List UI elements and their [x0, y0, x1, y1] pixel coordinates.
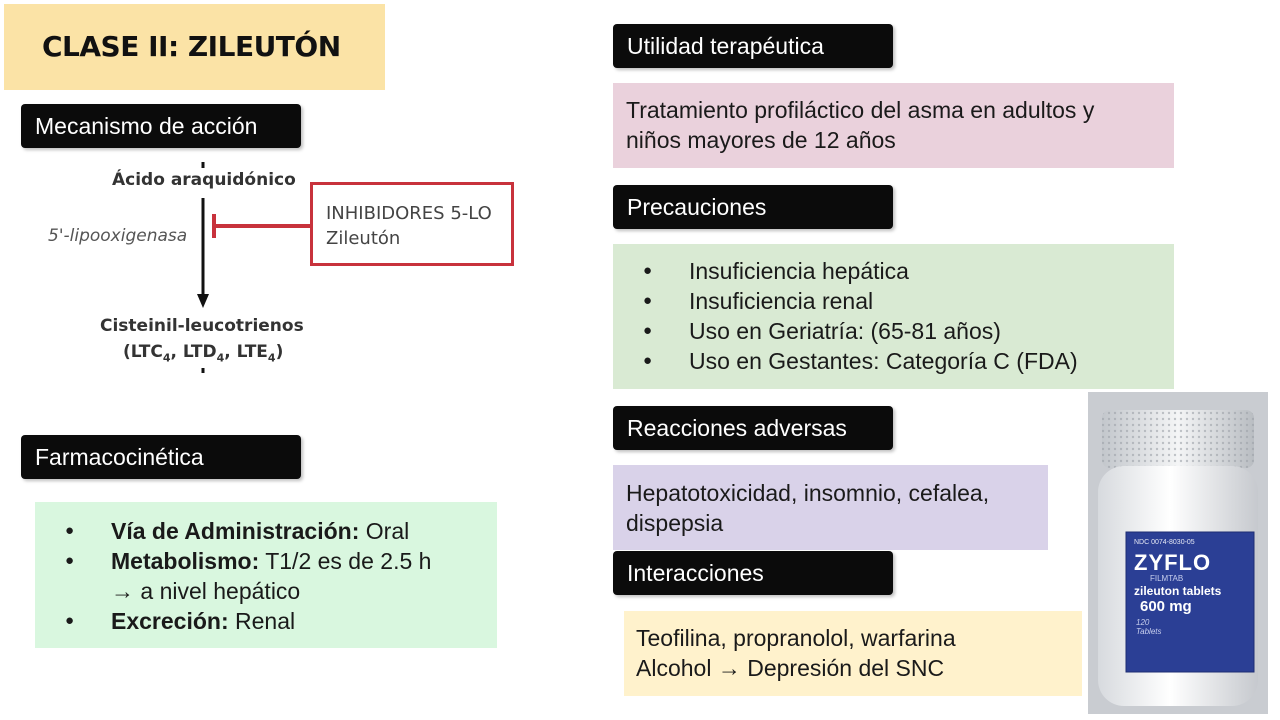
therapeutic-use-line2: niños mayores de 12 años [626, 127, 896, 153]
lte-text: , LTE [224, 342, 268, 362]
therapeutic-use-header [613, 24, 893, 68]
enzyme-label: 5'-lipooxigenasa [48, 226, 188, 246]
bottle-sub: FILMTAB [1150, 574, 1184, 583]
list-item-continuation [35, 576, 497, 606]
pk-item-value: Renal [228, 608, 296, 634]
pk-item-value: T1/2 es de 2.5 h [259, 548, 432, 574]
precautions-list [613, 256, 1174, 376]
mechanism-header-label: Mecanismo de acción [35, 112, 258, 139]
list-item [35, 606, 497, 636]
lte-sub: 4 [267, 351, 276, 365]
bottle-ndc: NDC 0074-8030-05 [1134, 539, 1195, 546]
therapeutic-use-card [613, 83, 1174, 168]
bottle-count: 120 [1136, 618, 1150, 627]
adverse-reactions-header [613, 406, 893, 450]
list-item: ● Insuficiencia renal [613, 286, 1174, 316]
list-item: ● Insuficiencia hepática [613, 256, 1174, 286]
bottle-brand: ZYFLO [1134, 550, 1212, 575]
bottle-count-unit: Tablets [1136, 627, 1162, 636]
adverse-reactions-header-label: Reacciones adversas [627, 414, 847, 441]
ltd-text: , LTD [170, 342, 217, 362]
mechanism-header [21, 104, 301, 148]
interactions-line2: Alcohol → Depresión del SNC [636, 655, 945, 681]
slide-title: CLASE II: ZILEUTÓN [42, 30, 341, 63]
adverse-reactions-line2: dispepsia [626, 510, 724, 536]
list-item [35, 546, 497, 576]
therapeutic-use-line1: Tratamiento profiláctico del asma en adultos y [626, 97, 1095, 123]
ltc-text: (LTC [123, 342, 163, 362]
precautions-card [613, 244, 1174, 389]
list-close: ) [275, 342, 284, 362]
pk-item-label: Excreción: [111, 608, 229, 634]
pharmacokinetics-header-label: Farmacocinética [35, 443, 204, 470]
mechanism-diagram [30, 158, 530, 378]
pharmacokinetics-list [35, 516, 497, 636]
zyflo-bottle-photo [1088, 392, 1268, 714]
arachidonic-acid-label: Ácido araquidónico [112, 170, 296, 190]
list-item: ● Uso en Gestantes: Categoría C (FDA) [613, 346, 1174, 376]
bottle-generic: zileuton tablets [1134, 584, 1222, 598]
inhibitor-line1: INHIBIDORES 5-LO [326, 203, 492, 224]
leukotriene-list [123, 342, 283, 364]
list-item: ● Uso en Geriatría: (65-81 años) [613, 316, 1174, 346]
pk-item-continuation: → a nivel hepático [111, 578, 301, 604]
therapeutic-use-header-label: Utilidad terapéutica [627, 32, 824, 59]
interactions-card [624, 611, 1082, 696]
interactions-line1: Teofilina, propranolol, warfarina [636, 625, 956, 651]
ltd-sub: 4 [216, 351, 225, 365]
pharmacokinetics-card [35, 502, 497, 648]
inhibitor-box [310, 182, 514, 266]
inhibitor-line2: Zileutón [326, 228, 401, 249]
precautions-header-label: Precauciones [627, 193, 767, 220]
pharmacokinetics-header [21, 435, 301, 479]
bottle-dose: 600 mg [1140, 598, 1192, 615]
leukotriene-label: Cisteinil-leucotrienos [100, 316, 304, 336]
adverse-reactions-line1: Hepatotoxicidad, insomnio, cefalea, [626, 480, 990, 506]
adverse-reactions-card [613, 465, 1048, 550]
pk-item-label: Vía de Administración: [111, 518, 360, 544]
pk-item-label: Metabolismo: [111, 548, 260, 574]
pk-item-value: Oral [359, 518, 410, 544]
precautions-header [613, 185, 893, 229]
list-item [35, 516, 497, 546]
ltc-sub: 4 [162, 351, 171, 365]
slide-title-box [4, 4, 385, 90]
interactions-header [613, 551, 893, 595]
interactions-header-label: Interacciones [627, 559, 764, 586]
